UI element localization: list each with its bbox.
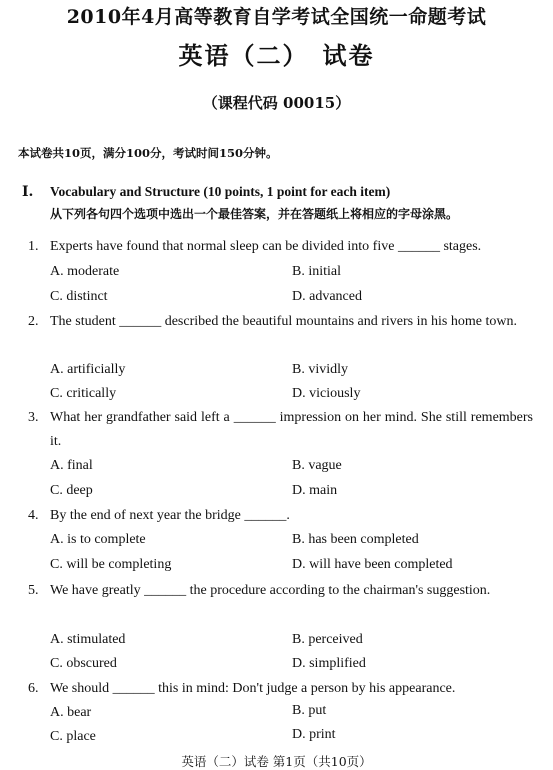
option-a: A. is to complete (50, 532, 146, 547)
option-a: A. artificially (50, 362, 126, 377)
subject-title: 英语（二） 试卷 (178, 41, 375, 70)
question-stem: What her grandfather said left a ______ impression on her mind. She still remembers it. (50, 410, 533, 449)
option-b: B. perceived (292, 632, 363, 647)
option-d: D. main (292, 483, 338, 498)
option-d: D. viciously (292, 386, 361, 401)
question-stem: By the end of next year the bridge ______. (50, 508, 290, 523)
option-a: A. bear (50, 705, 92, 720)
section-instruction: 从下列各句四个选项中选出一个最佳答案，并在答题纸上将相应的字母涂黑。 (50, 207, 459, 221)
question-number: 1. (28, 239, 39, 254)
exam-note: 本试卷共10页，满分100分，考试时间150分钟。 (18, 146, 278, 160)
question-number: 3. (28, 410, 39, 425)
option-b: B. vividly (292, 362, 349, 377)
option-c: C. will be completing (50, 557, 172, 572)
option-c: C. obscured (50, 656, 117, 671)
option-c: C. distinct (50, 289, 108, 304)
option-c: C. critically (50, 386, 117, 401)
option-a: A. final (50, 458, 93, 473)
question-stem: Experts have found that normal sleep can be divided into five ______ stages. (50, 239, 482, 254)
option-d: D. simplified (292, 656, 366, 671)
option-b: B. vague (292, 458, 342, 473)
course-code: （课程代码 00015） (202, 94, 351, 112)
question-stem: The student ______ described the beautiful mountains and rivers in his home town. (50, 314, 517, 329)
question-number: 2. (28, 314, 39, 329)
exam-title: 2010年4月高等教育自学考试全国统一命题考试 (66, 6, 487, 28)
section-number: Ⅰ. (22, 184, 34, 200)
option-d: D. advanced (292, 289, 362, 304)
option-c: C. place (50, 729, 96, 744)
question-stem: We should ______ this in mind: Don't judge a person by his appearance. (50, 681, 456, 696)
option-c: C. deep (50, 483, 93, 498)
option-d: D. print (292, 727, 336, 742)
question-number: 4. (28, 508, 39, 523)
section-title: Vocabulary and Structure (10 points, 1 point for each item) (50, 184, 391, 199)
question-stem: We have greatly ______ the procedure according to the chairman's suggestion. (50, 583, 491, 598)
option-d: D. will have been completed (292, 557, 453, 572)
question-number: 5. (28, 583, 39, 598)
question-number: 6. (28, 681, 39, 696)
option-b: B. put (292, 703, 327, 718)
option-a: A. moderate (50, 264, 120, 279)
option-a: A. stimulated (50, 632, 126, 647)
option-b: B. initial (292, 264, 341, 279)
page-footer: 英语（二）试卷 第1页（共10页） (181, 754, 372, 769)
option-b: B. has been completed (292, 532, 419, 547)
